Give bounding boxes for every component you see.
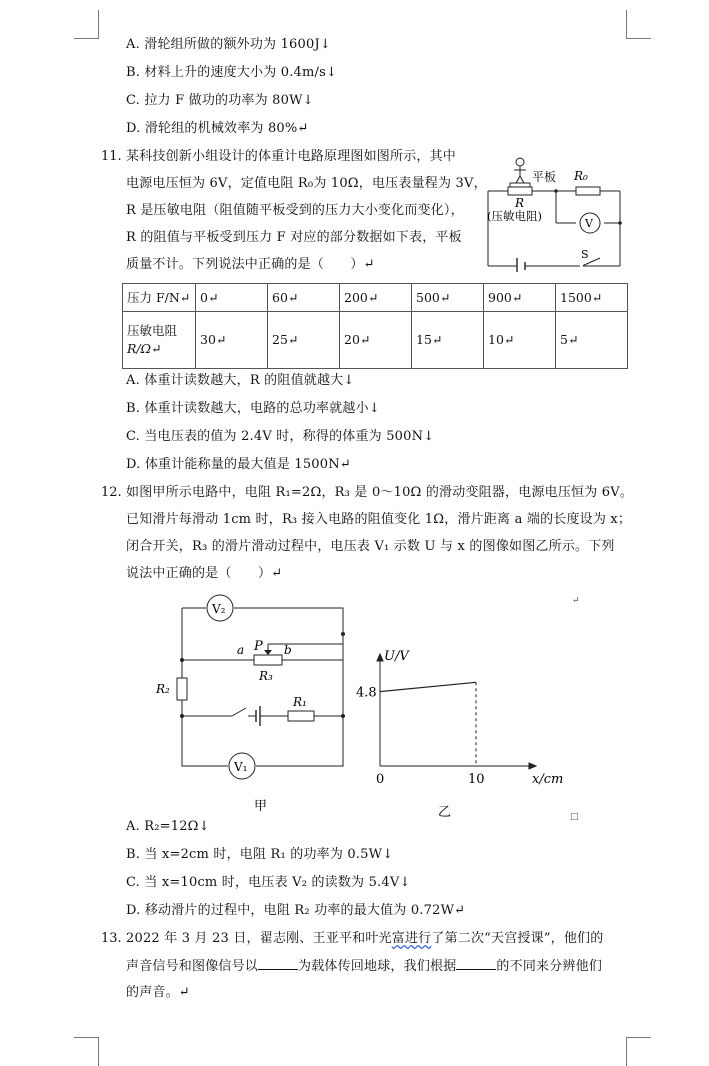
table-cell: 5↵ — [556, 312, 628, 369]
q12-circuit-diagram — [150, 592, 360, 822]
table-cell: 30↵ — [196, 312, 268, 369]
q13-line-2-part-c: 的不同来分辨他们 — [496, 959, 603, 974]
table-cell: 20↵ — [340, 312, 412, 369]
q11-stem-line-2: 电源电压恒为 6V，定值电阻 R₀为 10Ω，电压表量程为 3V， — [126, 176, 487, 191]
corner-mark-bottom-left — [74, 1037, 99, 1066]
junction-dot — [618, 221, 622, 225]
q10-option-c: C. 拉力 F 做功的功率为 80W↓ — [126, 93, 314, 108]
y-tick-label-4.8: 4.8 — [356, 685, 377, 701]
q13-line-1-part-a: 2022 年 3 月 23 日，翟志刚、王亚平和叶光 — [126, 931, 392, 946]
r0-resistor-icon — [576, 187, 600, 195]
table-cell: 60↵ — [268, 284, 340, 312]
table-cell: 25↵ — [268, 312, 340, 369]
v1-label: V₁ — [234, 760, 248, 774]
table-header-resistance-line1: 压敏电阻 — [127, 323, 178, 338]
q11-option-b: B. 体重计读数越大，电路的总功率就越小↓ — [126, 401, 380, 416]
q11-option-d: D. 体重计能称量的最大值是 1500N↵ — [126, 457, 351, 472]
q12-graph — [350, 640, 580, 820]
voltmeter-label: V — [585, 217, 593, 230]
q10-option-b: B. 材料上升的速度大小为 0.4m/s↓ — [126, 65, 338, 80]
junction-dot — [341, 632, 345, 636]
table-cell: 500↵ — [412, 284, 484, 312]
r1-label: R₁ — [293, 695, 307, 709]
r2-label: R₂ — [156, 682, 170, 696]
r-description: (压敏电阻) — [487, 209, 542, 223]
resistor-r1-icon — [288, 711, 314, 721]
table-cell: 0↵ — [196, 284, 268, 312]
q11-number: 11. — [101, 149, 122, 164]
corner-mark-bottom-right — [626, 1037, 651, 1066]
plate-icon — [510, 183, 530, 187]
q11-option-c: C. 当电压表的值为 2.4V 时，称得的体重为 500N↓ — [126, 429, 435, 444]
q12-option-b: B. 当 x=2cm 时，电阻 R₁ 的功率为 0.5W↓ — [126, 847, 394, 862]
x-axis-label: x/cm — [532, 772, 564, 787]
switch-label: S — [581, 248, 589, 261]
table-cell: 15↵ — [412, 312, 484, 369]
circuit-caption: 甲 — [254, 799, 268, 814]
q11-data-table — [122, 283, 628, 369]
pressure-resistor-icon — [508, 187, 532, 195]
q11-stem-line-5: 质量不计。下列说法中正确的是（ ）↵ — [126, 257, 375, 272]
switch-icon — [232, 708, 246, 716]
junction-dot — [554, 189, 558, 193]
battery-icon — [517, 258, 525, 272]
r0-label: R₀ — [574, 169, 588, 183]
x-tick-label-0: 0 — [376, 772, 385, 787]
answer-blank-1[interactable] — [258, 957, 298, 970]
table-cell: 10↵ — [484, 312, 556, 369]
q10-option-a: A. 滑轮组所做的额外功为 1600J↓ — [126, 37, 331, 52]
junction-dot — [180, 658, 184, 662]
table-header-resistance-line2: R/Ω↵ — [127, 341, 162, 356]
q12-option-d: D. 移动滑片的过程中，电阻 R₂ 功率的最大值为 0.72W↵ — [126, 903, 466, 918]
answer-blank-2[interactable] — [456, 957, 496, 970]
table-row-force — [123, 284, 628, 312]
r-label: R — [515, 196, 525, 210]
slider-arrow-icon — [264, 650, 272, 655]
junction-dot — [180, 714, 184, 718]
q12-option-c: C. 当 x=10cm 时，电压表 V₂ 的读数为 5.4V↓ — [126, 875, 411, 890]
q13-line-1 — [126, 930, 603, 948]
q11-stem-line-4: R 的阻值与平板受到压力 F 对应的部分数据如下表，平板 — [126, 230, 462, 245]
resistor-r2-icon — [177, 678, 187, 700]
q12-number: 12. — [101, 485, 122, 500]
table-cell: 1500↵ — [556, 284, 628, 312]
corner-mark-top-right — [626, 10, 651, 39]
q11-stem-line-1: 某科技创新小组设计的体重计电路原理图如图所示，其中 — [126, 149, 457, 164]
table-header-force: 压力 F/N↵ — [123, 284, 196, 312]
q12-wires — [182, 608, 343, 766]
p-label: P — [254, 639, 263, 654]
v2-label: V₂ — [212, 602, 226, 616]
q10-option-d: D. 滑轮组的机械效率为 80%↵ — [126, 121, 309, 136]
x-tick-label-10: 10 — [468, 772, 485, 787]
a-label: a — [237, 643, 245, 657]
q11-option-a: A. 体重计读数越大，R 的阻值就越大↓ — [126, 373, 355, 388]
y-axis-label: U/V — [384, 649, 409, 664]
q12-stem-line-2: 已知滑片每滑动 1cm 时，R₃ 接入电路的阻值变化 1Ω，滑片距离 a 端的长度设为 x； — [126, 512, 632, 527]
q12-stem-line-1: 如图甲所示电路中，电阻 R₁=2Ω，R₃ 是 0～10Ω 的滑动变阻器，电源电压恒为 6V。 — [126, 485, 634, 500]
series-line-u — [380, 682, 476, 691]
y-axis-arrow-icon — [377, 654, 383, 661]
q11-stem-line-3: R 是压敏电阻（阻值随平板受到的压力大小变化而变化）， — [126, 203, 464, 218]
table-row-resistance — [123, 312, 628, 369]
person-head-icon — [516, 158, 524, 166]
q11-circuit-diagram — [484, 150, 628, 272]
q13-line-2-part-b: 为载体传回地球，我们根据 — [298, 959, 457, 974]
table-cell: 200↵ — [340, 284, 412, 312]
x-axis-arrow-icon — [529, 763, 536, 769]
person-body-icon — [514, 166, 526, 183]
rheostat-r3-icon — [254, 655, 282, 665]
plate-label: 平板 — [532, 170, 557, 184]
table-cell: 900↵ — [484, 284, 556, 312]
q11-wires — [488, 191, 620, 266]
table-header-resistance — [123, 312, 196, 369]
r3-label: R₃ — [259, 669, 273, 683]
battery-icon — [256, 706, 260, 726]
q13-line-1-part-c: 了第二次“天宫授课”，他们的 — [431, 931, 604, 946]
q13-line-3: 的声音。↵ — [126, 985, 190, 1000]
q13-line-1-marked: 富进行 — [391, 931, 432, 946]
q13-line-2 — [126, 957, 602, 976]
corner-mark-top-left — [74, 10, 99, 39]
q12-stem-line-4: 说法中正确的是（ ）↵ — [126, 566, 283, 581]
b-label: b — [284, 643, 292, 657]
q13-line-2-part-a: 声音信号和图像信号以 — [126, 959, 259, 974]
q13-number: 13. — [101, 931, 122, 946]
graph-caption: 乙 — [438, 805, 452, 820]
q12-option-a: A. R₂=12Ω↓ — [126, 819, 210, 834]
q12-stem-line-3: 闭合开关，R₃ 的滑片滑动过程中，电压表 V₁ 示数 U 与 x 的图像如图乙所示。下列 — [126, 539, 615, 554]
junction-dot — [341, 714, 345, 718]
